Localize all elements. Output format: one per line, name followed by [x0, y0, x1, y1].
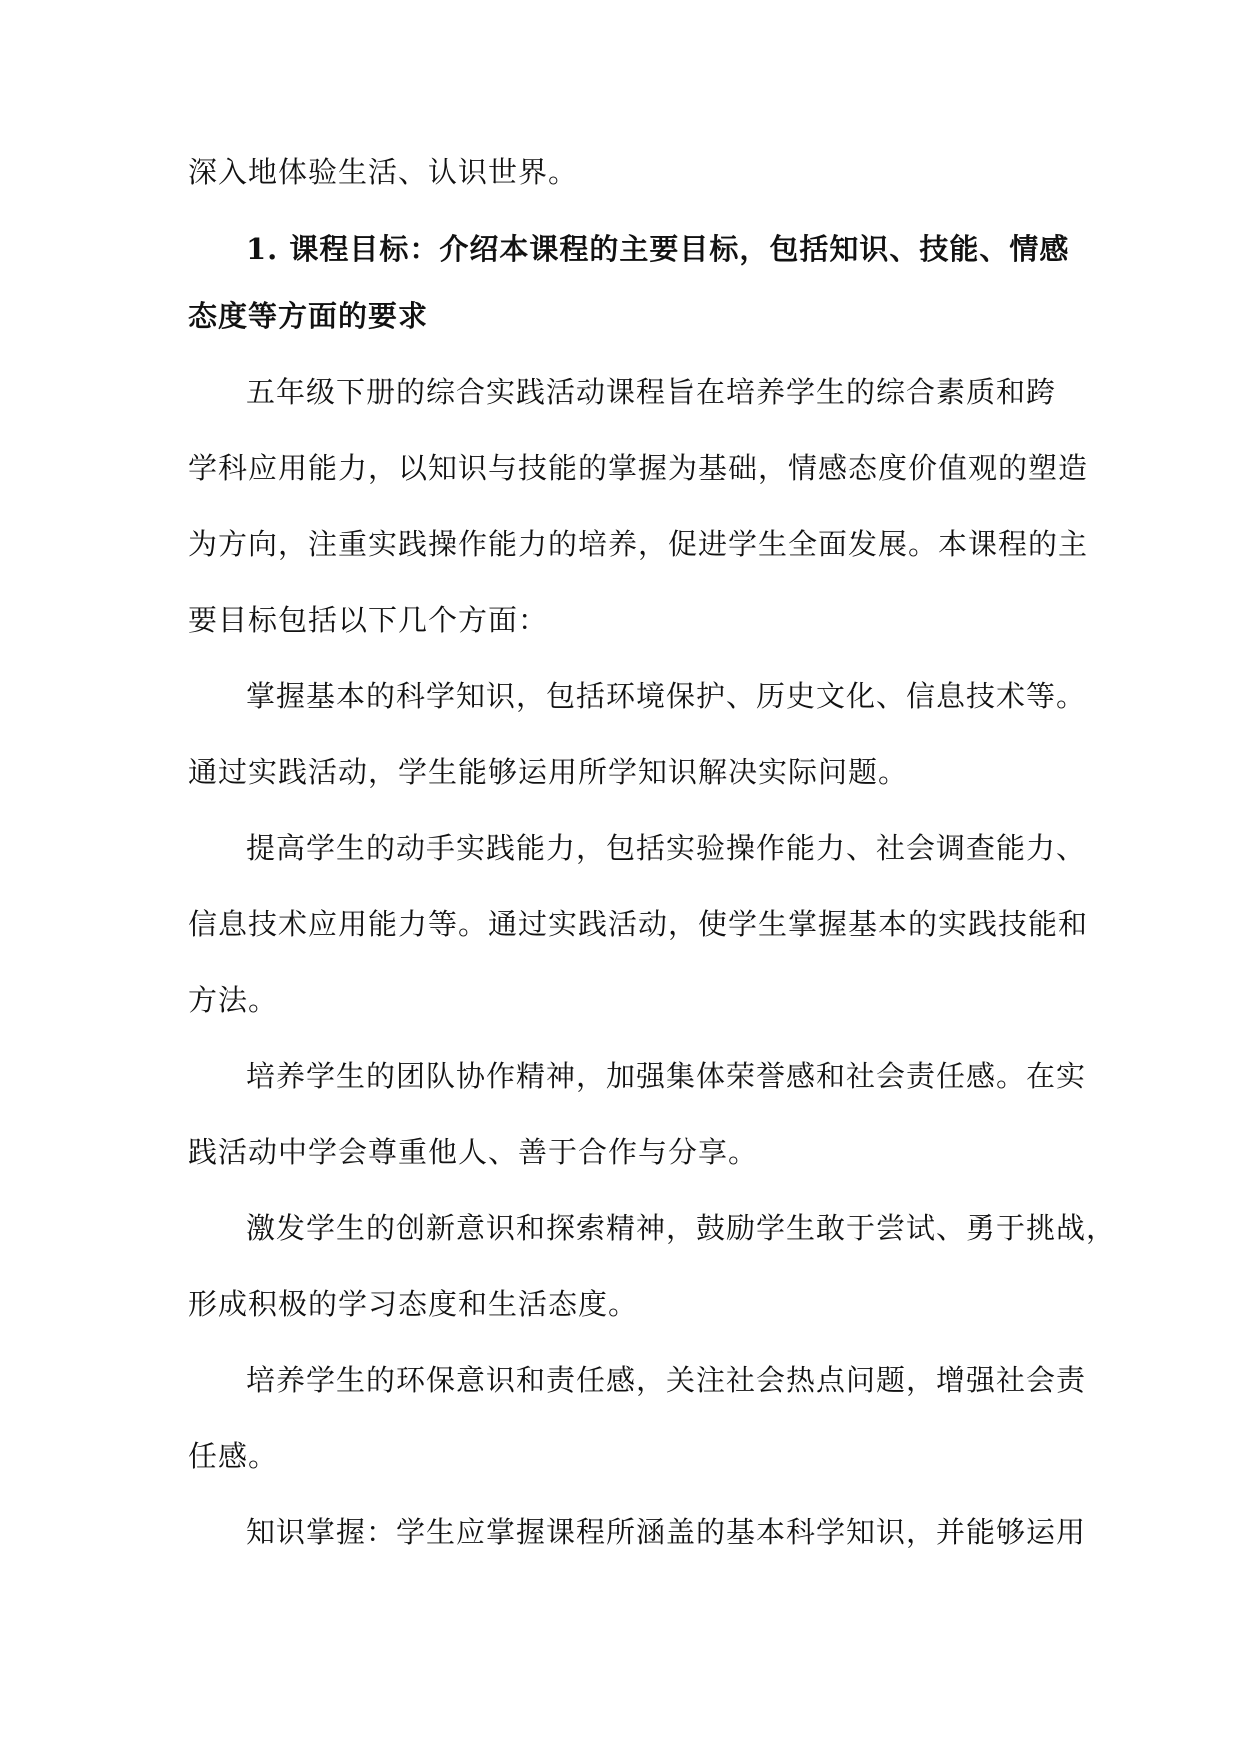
- text-line: 知识掌握：学生应掌握课程所涵盖的基本科学知识，并能够运用: [246, 1515, 1087, 1549]
- text-line: 提高学生的动手实践能力，包括实验操作能力、社会调查能力、: [246, 831, 1087, 865]
- text-line: 形成积极的学习态度和生活态度。: [188, 1287, 639, 1321]
- heading-line: 1. 课程目标：介绍本课程的主要目标，包括知识、技能、情感: [246, 232, 1070, 266]
- text-line: 任感。: [188, 1439, 279, 1473]
- text-line: 培养学生的团队协作精神，加强集体荣誉感和社会责任感。在实: [246, 1059, 1087, 1093]
- text-line: 信息技术应用能力等。通过实践活动，使学生掌握基本的实践技能和: [188, 907, 1089, 941]
- text-line: 五年级下册的综合实践活动课程旨在培养学生的综合素质和跨: [246, 375, 1057, 409]
- text-line: 方法。: [188, 983, 279, 1017]
- text-line: 激发学生的创新意识和探索精神，鼓励学生敢于尝试、勇于挑战，: [246, 1211, 1117, 1245]
- text-line: 培养学生的环保意识和责任感，关注社会热点问题，增强社会责: [246, 1363, 1087, 1397]
- text-line: 通过实践活动，学生能够运用所学知识解决实际问题。: [188, 755, 909, 789]
- text-line: 深入地体验生活、认识世界。: [188, 155, 579, 189]
- heading-line: 态度等方面的要求: [188, 299, 429, 333]
- text-line: 学科应用能力，以知识与技能的掌握为基础，情感态度价值观的塑造: [188, 451, 1089, 485]
- text-line: 掌握基本的科学知识，包括环境保护、历史文化、信息技术等。: [246, 679, 1087, 713]
- text-line: 践活动中学会尊重他人、善于合作与分享。: [188, 1135, 759, 1169]
- text-line: 要目标包括以下几个方面：: [188, 603, 549, 637]
- text-line: 为方向，注重实践操作能力的培养，促进学生全面发展。本课程的主: [188, 527, 1089, 561]
